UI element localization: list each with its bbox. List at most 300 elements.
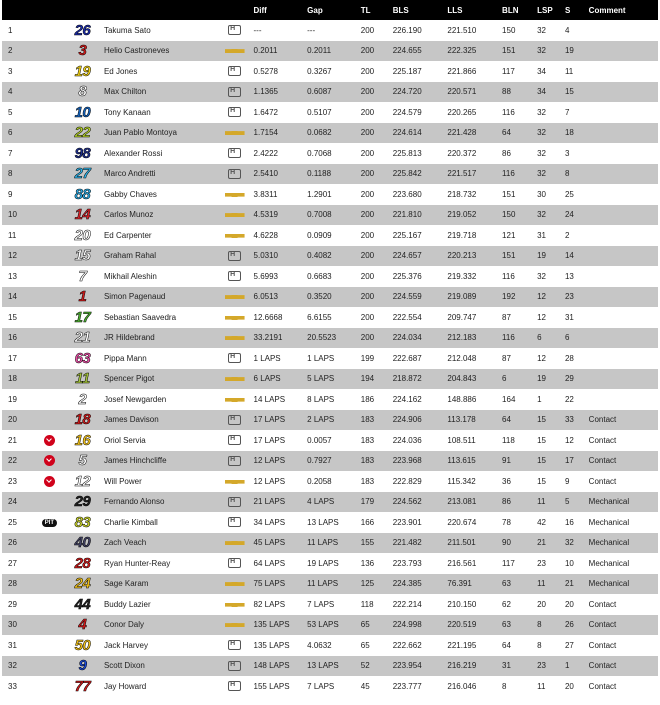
total-laps-cell: 65 xyxy=(360,640,370,650)
table-row[interactable] xyxy=(2,492,658,513)
comment-cell: Mechanical xyxy=(588,497,630,507)
total-laps-cell: 200 xyxy=(360,107,375,117)
driver-name-cell[interactable]: Ryan Hunter-Reay xyxy=(103,558,171,568)
table-row[interactable] xyxy=(2,389,658,410)
table-row[interactable] xyxy=(2,635,658,656)
table-row[interactable] xyxy=(2,102,658,123)
engine-cell xyxy=(220,205,250,226)
gap-cell: --- xyxy=(307,25,316,35)
chevrolet-logo-icon xyxy=(225,315,245,321)
chevrolet-logo-icon xyxy=(225,397,245,403)
total-laps-cell: 200 xyxy=(360,230,375,240)
table-row[interactable] xyxy=(2,430,658,451)
gap-cell: 0.0057 xyxy=(307,435,332,445)
table-row[interactable] xyxy=(2,246,658,267)
col-header-s[interactable]: S xyxy=(564,5,571,15)
driver-name-cell[interactable]: Jack Harvey xyxy=(103,640,148,650)
diff-cell: 6 LAPS xyxy=(253,374,281,384)
best-lap-speed-cell: 226.190 xyxy=(392,25,422,35)
table-row[interactable] xyxy=(2,184,658,205)
chevrolet-logo-icon xyxy=(225,130,245,136)
best-lap-number-cell: 116 xyxy=(502,271,515,281)
car-number-cell xyxy=(65,389,100,410)
best-lap-number-cell: 63 xyxy=(502,579,511,589)
car-number-cell xyxy=(65,553,100,574)
comment-cell xyxy=(585,61,658,82)
gap-cell: 11 LAPS xyxy=(307,579,339,589)
car-number: 14 xyxy=(74,206,91,224)
driver-name-cell[interactable]: Fernando Alonso xyxy=(103,497,165,507)
driver-name-cell[interactable]: Will Power xyxy=(103,476,142,486)
engine-cell xyxy=(220,471,250,492)
last-lap-speed-cell: 211.501 xyxy=(447,538,476,548)
laps-since-pit-cell: 32 xyxy=(537,210,547,220)
position-down-icon xyxy=(44,455,55,466)
start-position-cell: 23 xyxy=(564,292,574,302)
last-lap-speed-cell: 212.048 xyxy=(447,353,477,363)
pit-icon: PIT xyxy=(42,519,57,527)
gap-cell: 1.2901 xyxy=(307,189,332,199)
best-lap-speed-cell: 224.655 xyxy=(392,46,422,56)
status-cell xyxy=(34,328,65,349)
total-laps-cell: 200 xyxy=(360,312,375,322)
best-lap-number-cell: 192 xyxy=(502,292,516,302)
start-position-cell: 9 xyxy=(564,476,570,486)
car-number: 40 xyxy=(74,534,91,552)
driver-name-cell[interactable]: James Hinchcliffe xyxy=(103,456,167,466)
car-number-cell xyxy=(65,61,100,82)
car-number-cell xyxy=(65,123,100,144)
driver-name-cell[interactable]: Max Chilton xyxy=(103,87,147,97)
honda-logo-icon xyxy=(228,661,241,671)
table-row[interactable] xyxy=(2,164,658,185)
driver-name-cell[interactable]: Graham Rahal xyxy=(103,251,156,261)
driver-name-cell[interactable]: Josef Newgarden xyxy=(103,394,167,404)
best-lap-number-cell: 64 xyxy=(502,640,511,650)
best-lap-number-cell: 64 xyxy=(502,415,511,425)
status-cell xyxy=(34,615,65,636)
best-lap-number-cell: 36 xyxy=(502,476,511,486)
table-row[interactable] xyxy=(2,82,658,103)
best-lap-number-cell: 116 xyxy=(502,107,515,117)
driver-name-cell[interactable]: Spencer Pigot xyxy=(103,374,155,384)
driver-name-cell[interactable]: Oriol Servia xyxy=(103,435,146,445)
table-row[interactable] xyxy=(2,287,658,308)
car-number: 24 xyxy=(74,575,91,593)
engine-cell xyxy=(220,553,250,574)
status-cell xyxy=(34,287,65,308)
comment-cell xyxy=(585,348,658,369)
position-cell: 5 xyxy=(8,107,13,117)
car-number-cell xyxy=(65,635,100,656)
total-laps-cell: 125 xyxy=(360,579,375,589)
engine-cell xyxy=(220,451,250,472)
laps-since-pit-cell: 6 xyxy=(537,333,542,343)
diff-cell: 21 LAPS xyxy=(253,497,286,507)
laps-since-pit-cell: 32 xyxy=(537,25,547,35)
driver-name-cell[interactable]: Scott Dixon xyxy=(103,661,145,671)
car-number-cell xyxy=(65,492,100,513)
driver-name-cell[interactable]: Juan Pablo Montoya xyxy=(103,128,177,138)
driver-name-cell[interactable]: Helio Castroneves xyxy=(103,46,170,56)
col-header-engine xyxy=(220,0,250,20)
car-number-cell xyxy=(65,430,100,451)
best-lap-number-cell: 116 xyxy=(502,169,515,179)
car-number-cell xyxy=(65,20,100,41)
position-cell: 25 xyxy=(8,517,17,527)
table-row[interactable] xyxy=(2,533,658,554)
car-number: 8 xyxy=(78,83,87,101)
diff-cell: 2.4222 xyxy=(253,148,278,158)
position-down-icon xyxy=(44,435,55,446)
laps-since-pit-cell: 8 xyxy=(537,620,542,630)
col-header-lsp[interactable]: LSP xyxy=(537,5,553,15)
last-lap-speed-cell: 220.674 xyxy=(447,517,477,527)
driver-name-cell[interactable]: Pippa Mann xyxy=(103,353,147,363)
status-cell xyxy=(34,389,65,410)
car-number-cell xyxy=(65,451,100,472)
best-lap-number-cell: 150 xyxy=(502,25,516,35)
start-position-cell: 11 xyxy=(564,66,574,76)
driver-name-cell[interactable]: Ed Jones xyxy=(103,66,138,76)
honda-logo-icon xyxy=(228,517,241,527)
best-lap-speed-cell: 218.872 xyxy=(392,374,422,384)
total-laps-cell: 200 xyxy=(360,292,375,302)
best-lap-speed-cell: 224.657 xyxy=(392,251,422,261)
table-row[interactable] xyxy=(2,410,658,431)
driver-name-cell[interactable]: Marco Andretti xyxy=(103,169,156,179)
car-number-cell xyxy=(65,574,100,595)
laps-since-pit-cell: 20 xyxy=(537,599,547,609)
gap-cell: 2 LAPS xyxy=(307,415,335,425)
status-cell xyxy=(34,430,65,451)
status-cell xyxy=(34,225,65,246)
best-lap-speed-cell: 223.680 xyxy=(392,189,422,199)
honda-logo-icon xyxy=(228,558,241,568)
start-position-cell: 16 xyxy=(564,517,574,527)
total-laps-cell: 183 xyxy=(360,456,375,466)
best-lap-number-cell: 150 xyxy=(502,210,516,220)
total-laps-cell: 179 xyxy=(360,497,375,507)
diff-cell: 1 LAPS xyxy=(253,353,281,363)
engine-cell xyxy=(220,307,250,328)
table-row[interactable] xyxy=(2,61,658,82)
diff-cell: 82 LAPS xyxy=(253,599,286,609)
start-position-cell: 4 xyxy=(564,25,570,35)
driver-name-cell[interactable]: Tony Kanaan xyxy=(103,107,151,117)
car-number-cell xyxy=(65,594,100,615)
last-lap-speed-cell: 213.081 xyxy=(447,497,477,507)
laps-since-pit-cell: 15 xyxy=(537,415,547,425)
total-laps-cell: 200 xyxy=(360,210,375,220)
driver-name-cell[interactable]: Sage Karam xyxy=(103,579,149,589)
total-laps-cell: 200 xyxy=(360,87,375,97)
position-cell: 31 xyxy=(8,640,17,650)
driver-name-cell[interactable]: Charlie Kimball xyxy=(103,517,158,527)
comment-cell xyxy=(585,143,658,164)
start-position-cell: 28 xyxy=(564,353,574,363)
best-lap-number-cell: 151 xyxy=(502,46,516,56)
best-lap-number-cell: 121 xyxy=(502,230,516,240)
position-cell: 27 xyxy=(8,558,17,568)
last-lap-speed-cell: 216.561 xyxy=(447,558,477,568)
comment-cell xyxy=(585,225,658,246)
total-laps-cell: 200 xyxy=(360,189,375,199)
table-row[interactable] xyxy=(2,266,658,287)
table-row[interactable] xyxy=(2,143,658,164)
car-number: 18 xyxy=(74,411,91,429)
col-header-driver xyxy=(100,0,220,20)
car-number: 98 xyxy=(74,144,91,162)
last-lap-speed-cell: 220.571 xyxy=(447,87,477,97)
total-laps-cell: 118 xyxy=(360,599,374,609)
status-cell xyxy=(34,471,65,492)
best-lap-speed-cell: 222.687 xyxy=(392,353,422,363)
driver-name-cell[interactable]: Buddy Lazier xyxy=(103,599,151,609)
table-row[interactable] xyxy=(2,20,658,41)
start-position-cell: 27 xyxy=(564,640,574,650)
start-position-cell: 19 xyxy=(564,46,574,56)
engine-cell xyxy=(220,635,250,656)
table-row[interactable] xyxy=(2,41,658,62)
table-row[interactable] xyxy=(2,348,658,369)
col-header-tl[interactable]: TL xyxy=(360,5,371,15)
last-lap-speed-cell: 113.178 xyxy=(447,415,476,425)
start-position-cell: 14 xyxy=(564,251,574,261)
best-lap-speed-cell: 223.777 xyxy=(392,681,422,691)
table-row[interactable] xyxy=(2,123,658,144)
engine-cell xyxy=(220,410,250,431)
position-cell: 26 xyxy=(8,538,17,548)
best-lap-speed-cell: 224.720 xyxy=(392,87,422,97)
last-lap-speed-cell: 219.718 xyxy=(447,230,477,240)
laps-since-pit-cell: 11 xyxy=(537,497,546,507)
car-number-cell xyxy=(65,533,100,554)
comment-cell xyxy=(585,102,658,123)
car-number-cell xyxy=(65,102,100,123)
gap-cell: 13 LAPS xyxy=(307,517,339,527)
col-header-gap[interactable]: Gap xyxy=(307,5,323,15)
diff-cell: 1.6472 xyxy=(253,107,278,117)
chevrolet-logo-icon xyxy=(225,376,245,382)
car-number-cell xyxy=(65,410,100,431)
comment-cell: Contact xyxy=(588,640,617,650)
chevrolet-logo-icon xyxy=(225,602,245,608)
car-number-cell xyxy=(65,369,100,390)
start-position-cell: 31 xyxy=(564,312,574,322)
start-position-cell: 6 xyxy=(564,333,570,343)
laps-since-pit-cell: 32 xyxy=(537,107,547,117)
best-lap-speed-cell: 224.385 xyxy=(392,579,422,589)
laps-since-pit-cell: 42 xyxy=(537,517,547,527)
table-row[interactable] xyxy=(2,574,658,595)
engine-cell xyxy=(220,143,250,164)
gap-cell: 0.3267 xyxy=(307,66,332,76)
comment-cell: Contact xyxy=(588,661,617,671)
honda-logo-icon xyxy=(228,148,241,158)
car-number-cell xyxy=(65,164,100,185)
position-cell: 12 xyxy=(8,251,17,261)
car-number: 21 xyxy=(74,329,91,347)
table-row[interactable] xyxy=(2,553,658,574)
driver-name-cell[interactable]: Carlos Munoz xyxy=(103,210,154,220)
status-cell xyxy=(34,656,65,677)
comment-cell: Contact xyxy=(588,415,617,425)
gap-cell: 0.0909 xyxy=(307,230,332,240)
col-header-lls[interactable]: LLS xyxy=(447,5,463,15)
diff-cell: 3.8311 xyxy=(253,189,278,199)
results-table xyxy=(2,0,658,697)
last-lap-speed-cell: 108.511 xyxy=(447,435,476,445)
table-row[interactable] xyxy=(2,369,658,390)
car-number-cell xyxy=(65,471,100,492)
engine-cell xyxy=(220,20,250,41)
honda-logo-icon xyxy=(228,640,241,650)
best-lap-number-cell: 87 xyxy=(502,353,511,363)
table-row[interactable] xyxy=(2,328,658,349)
car-number: 22 xyxy=(74,124,91,142)
total-laps-cell: 199 xyxy=(360,353,375,363)
car-number-cell xyxy=(65,615,100,636)
table-row[interactable] xyxy=(2,512,658,533)
best-lap-number-cell: 164 xyxy=(502,394,516,404)
driver-name-cell[interactable]: Ed Carpenter xyxy=(103,230,152,240)
best-lap-number-cell: 151 xyxy=(502,189,516,199)
car-number-cell xyxy=(65,656,100,677)
driver-name-cell[interactable]: Conor Daly xyxy=(103,620,144,630)
best-lap-speed-cell: 224.562 xyxy=(392,497,422,507)
gap-cell: 4 LAPS xyxy=(307,497,335,507)
best-lap-speed-cell: 222.214 xyxy=(392,599,422,609)
table-row[interactable] xyxy=(2,205,658,226)
total-laps-cell: 200 xyxy=(360,25,375,35)
col-header-bls[interactable]: BLS xyxy=(392,5,409,15)
status-cell xyxy=(34,123,65,144)
table-row[interactable] xyxy=(2,307,658,328)
best-lap-number-cell: 87 xyxy=(502,312,511,322)
best-lap-speed-cell: 225.167 xyxy=(392,230,422,240)
gap-cell: 7 LAPS xyxy=(307,681,335,691)
laps-since-pit-cell: 15 xyxy=(537,456,547,466)
best-lap-speed-cell: 221.810 xyxy=(392,210,422,220)
col-header-diff[interactable]: Diff xyxy=(253,5,267,15)
gap-cell: 20.5523 xyxy=(307,333,337,343)
position-down-icon xyxy=(44,476,55,487)
table-row[interactable] xyxy=(2,594,658,615)
driver-name-cell[interactable]: Gabby Chaves xyxy=(103,189,157,199)
best-lap-number-cell: 116 xyxy=(502,333,515,343)
driver-name-cell[interactable]: Jay Howard xyxy=(103,681,147,691)
laps-since-pit-cell: 19 xyxy=(537,251,547,261)
engine-cell xyxy=(220,430,250,451)
diff-cell: 33.2191 xyxy=(253,333,283,343)
gap-cell: 5 LAPS xyxy=(307,374,335,384)
diff-cell: 0.5278 xyxy=(253,66,278,76)
car-number-cell xyxy=(65,225,100,246)
engine-cell xyxy=(220,574,250,595)
driver-name-cell[interactable]: Takuma Sato xyxy=(103,25,151,35)
driver-name-cell[interactable]: Alexander Rossi xyxy=(103,148,163,158)
position-cell: 3 xyxy=(8,66,13,76)
laps-since-pit-cell: 21 xyxy=(537,538,547,548)
best-lap-speed-cell: 224.906 xyxy=(392,415,422,425)
best-lap-speed-cell: 224.162 xyxy=(392,394,422,404)
laps-since-pit-cell: 15 xyxy=(537,435,547,445)
honda-logo-icon xyxy=(228,456,241,466)
comment-cell: Mechanical xyxy=(588,579,630,589)
table-row[interactable] xyxy=(2,471,658,492)
driver-name-cell[interactable]: Mikhail Aleshin xyxy=(103,271,157,281)
table-row[interactable] xyxy=(2,225,658,246)
diff-cell: 155 LAPS xyxy=(253,681,290,691)
col-header-bln[interactable]: BLN xyxy=(502,5,519,15)
best-lap-number-cell: 31 xyxy=(502,661,511,671)
diff-cell: 12 LAPS xyxy=(253,476,286,486)
best-lap-speed-cell: 225.842 xyxy=(392,169,422,179)
laps-since-pit-cell: 8 xyxy=(537,640,542,650)
total-laps-cell: 200 xyxy=(360,128,375,138)
comment-cell: Mechanical xyxy=(588,538,630,548)
best-lap-speed-cell: 222.554 xyxy=(392,312,422,322)
best-lap-speed-cell: 222.662 xyxy=(392,640,422,650)
table-row[interactable] xyxy=(2,615,658,636)
car-number-cell xyxy=(65,676,100,697)
best-lap-speed-cell: 225.376 xyxy=(392,271,422,281)
start-position-cell: 12 xyxy=(564,435,574,445)
last-lap-speed-cell: 220.519 xyxy=(447,620,477,630)
last-lap-speed-cell: 220.213 xyxy=(447,251,477,261)
start-position-cell: 10 xyxy=(564,558,574,568)
engine-cell xyxy=(220,348,250,369)
driver-name-cell[interactable]: Sebastian Saavedra xyxy=(103,312,177,322)
status-cell xyxy=(34,512,65,533)
table-row[interactable] xyxy=(2,676,658,697)
diff-cell: 1.1365 xyxy=(253,87,278,97)
comment-cell xyxy=(585,123,658,144)
driver-name-cell[interactable]: James Davison xyxy=(103,415,159,425)
table-row[interactable] xyxy=(2,656,658,677)
position-cell: 4 xyxy=(8,87,13,97)
gap-cell: 6.6155 xyxy=(307,312,332,322)
diff-cell: 45 LAPS xyxy=(253,538,286,548)
gap-cell: 0.7927 xyxy=(307,456,332,466)
comment-cell xyxy=(585,369,658,390)
status-cell xyxy=(34,348,65,369)
table-row[interactable] xyxy=(2,451,658,472)
position-cell: 6 xyxy=(8,128,13,138)
col-header-comment[interactable]: Comment xyxy=(588,5,626,15)
engine-cell xyxy=(220,594,250,615)
status-cell xyxy=(34,205,65,226)
comment-cell: Contact xyxy=(588,435,617,445)
best-lap-number-cell: 6 xyxy=(502,374,507,384)
driver-name-cell[interactable]: Zach Veach xyxy=(103,538,147,548)
start-position-cell: 20 xyxy=(564,681,574,691)
diff-cell: 5.6993 xyxy=(253,271,278,281)
car-number-cell xyxy=(65,307,100,328)
status-cell xyxy=(34,102,65,123)
driver-name-cell[interactable]: Simon Pagenaud xyxy=(103,292,166,302)
driver-name-cell[interactable]: JR Hildebrand xyxy=(103,333,155,343)
position-cell: 16 xyxy=(8,333,17,343)
laps-since-pit-cell: 15 xyxy=(537,476,547,486)
best-lap-speed-cell: 223.793 xyxy=(392,558,422,568)
last-lap-speed-cell: 221.866 xyxy=(447,66,477,76)
comment-cell xyxy=(585,328,658,349)
best-lap-speed-cell: 225.187 xyxy=(392,66,422,76)
honda-logo-icon xyxy=(228,497,241,507)
comment-cell xyxy=(585,82,658,103)
